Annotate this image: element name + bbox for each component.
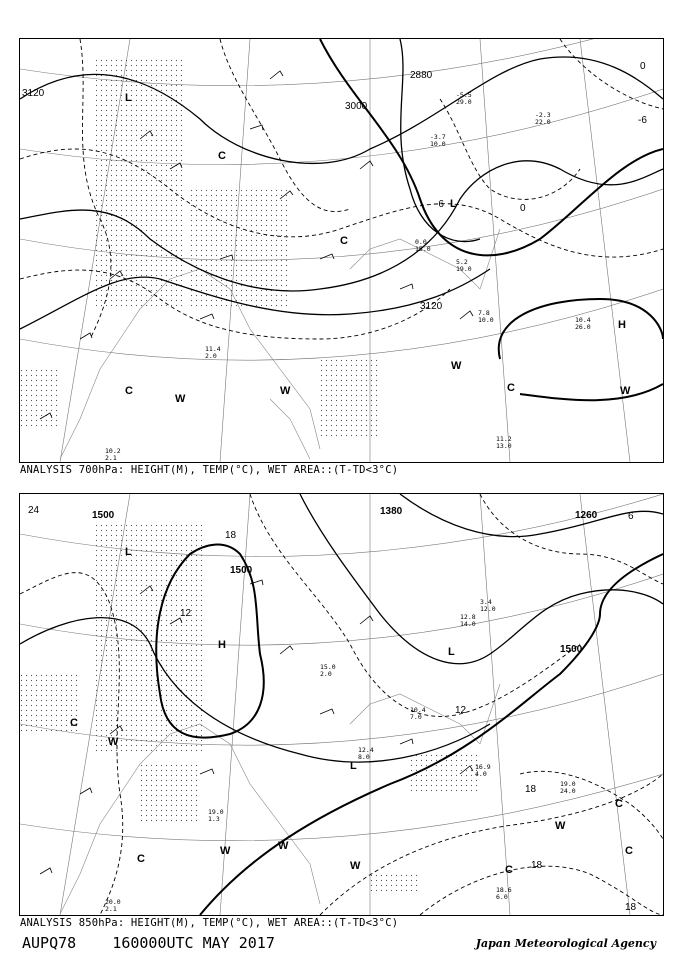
map-850hpa-svg bbox=[20, 494, 663, 915]
center-marker: C bbox=[615, 798, 623, 810]
map-panel-700hpa bbox=[19, 38, 664, 463]
center-marker: W bbox=[175, 393, 186, 405]
center-marker: C bbox=[125, 385, 133, 397]
temp-label: 12 bbox=[180, 608, 192, 619]
height-label: 1500 bbox=[92, 510, 115, 521]
chart-code-time bbox=[22, 934, 275, 952]
center-marker: C bbox=[625, 845, 633, 857]
center-marker: W bbox=[278, 840, 289, 852]
temp-label: 18 bbox=[525, 784, 537, 795]
panel-caption-850hpa: ANALYSIS 850hPa: HEIGHT(M), TEMP(°C), WET AREA::(T-TD<3°C) bbox=[20, 917, 399, 929]
agency-name: Japan Meteorological Agency bbox=[475, 937, 656, 950]
center-marker: W bbox=[620, 385, 631, 397]
temp-label: 18 bbox=[225, 530, 237, 541]
center-marker: L bbox=[450, 198, 457, 210]
station-obs: 16.9 4.0 bbox=[475, 763, 491, 779]
station-obs: 11.2 13.0 bbox=[496, 435, 512, 451]
center-marker: L bbox=[125, 546, 132, 558]
temp-label: -6 bbox=[638, 115, 647, 126]
wet-area bbox=[20, 59, 380, 439]
center-marker: W bbox=[220, 845, 231, 857]
temp-label: 18 bbox=[625, 902, 637, 913]
chart-code: AUPQ78 bbox=[22, 934, 77, 952]
center-marker: C bbox=[137, 853, 145, 865]
station-obs: 19.0 24.0 bbox=[560, 780, 576, 796]
station-obs: 11.4 2.0 bbox=[205, 345, 221, 361]
height-label: 3120 bbox=[22, 88, 45, 99]
panel-caption-700hpa: ANALYSIS 700hPa: HEIGHT(M), TEMP(°C), WET AREA::(T-TD<3°C) bbox=[20, 464, 399, 476]
center-marker: L bbox=[448, 646, 455, 658]
height-label: 1500 bbox=[560, 644, 583, 655]
center-marker: C bbox=[70, 717, 78, 729]
station-obs: 12.8 14.0 bbox=[460, 613, 476, 629]
center-marker: L bbox=[125, 92, 132, 104]
station-obs: 10.4 7.0 bbox=[410, 706, 426, 722]
center-marker: W bbox=[555, 820, 566, 832]
temp-label: 18 bbox=[531, 860, 543, 871]
station-obs: -2.3 22.0 bbox=[535, 111, 551, 127]
height-contour-bold bbox=[320, 39, 663, 400]
temp-label: 0 bbox=[640, 61, 646, 72]
temp-label: 6 bbox=[628, 511, 634, 522]
center-marker: C bbox=[340, 235, 348, 247]
height-label: 1380 bbox=[380, 506, 403, 517]
center-marker: H bbox=[618, 319, 626, 331]
center-marker: W bbox=[451, 360, 462, 372]
station-obs: 19.0 1.3 bbox=[208, 808, 224, 824]
map-panel-850hpa bbox=[19, 493, 664, 916]
station-obs: 12.4 8.0 bbox=[358, 746, 374, 762]
station-obs: 15.0 2.0 bbox=[320, 663, 336, 679]
center-marker: L bbox=[350, 760, 357, 772]
station-obs: 10.2 2.1 bbox=[105, 447, 121, 462]
height-label: 1260 bbox=[575, 510, 598, 521]
center-marker: C bbox=[507, 382, 515, 394]
center-marker: W bbox=[280, 385, 291, 397]
center-marker: C bbox=[505, 864, 513, 876]
chart-valid-time: 160000UTC MAY 2017 bbox=[112, 934, 275, 952]
station-obs: 7.8 10.0 bbox=[478, 309, 494, 325]
map-700hpa-svg bbox=[20, 39, 663, 462]
height-contour-bold bbox=[156, 545, 663, 915]
height-label: 3120 bbox=[420, 301, 443, 312]
height-label: 2880 bbox=[410, 70, 433, 81]
center-marker: C bbox=[218, 150, 226, 162]
station-obs: -3.7 10.0 bbox=[430, 133, 446, 149]
temp-label: 12 bbox=[455, 705, 467, 716]
station-obs: 5.2 19.0 bbox=[456, 258, 472, 274]
height-label: 3000 bbox=[345, 101, 368, 112]
station-obs: 20.0 2.1 bbox=[105, 898, 121, 914]
station-obs: 3.4 12.0 bbox=[480, 598, 496, 614]
station-obs: -5.5 29.0 bbox=[456, 91, 472, 107]
center-marker: W bbox=[108, 736, 119, 748]
station-obs: 18.6 6.0 bbox=[496, 886, 512, 902]
temp-label: -6 bbox=[435, 199, 444, 210]
station-obs: 10.4 26.0 bbox=[575, 316, 591, 332]
temp-labels bbox=[435, 61, 647, 214]
station-obs: 0.0 15.0 bbox=[415, 238, 431, 254]
height-label: 1500 bbox=[230, 565, 253, 576]
temp-label: 24 bbox=[28, 505, 40, 516]
center-marker: W bbox=[350, 860, 361, 872]
temp-label: 0 bbox=[520, 203, 526, 214]
center-marker: H bbox=[218, 639, 226, 651]
